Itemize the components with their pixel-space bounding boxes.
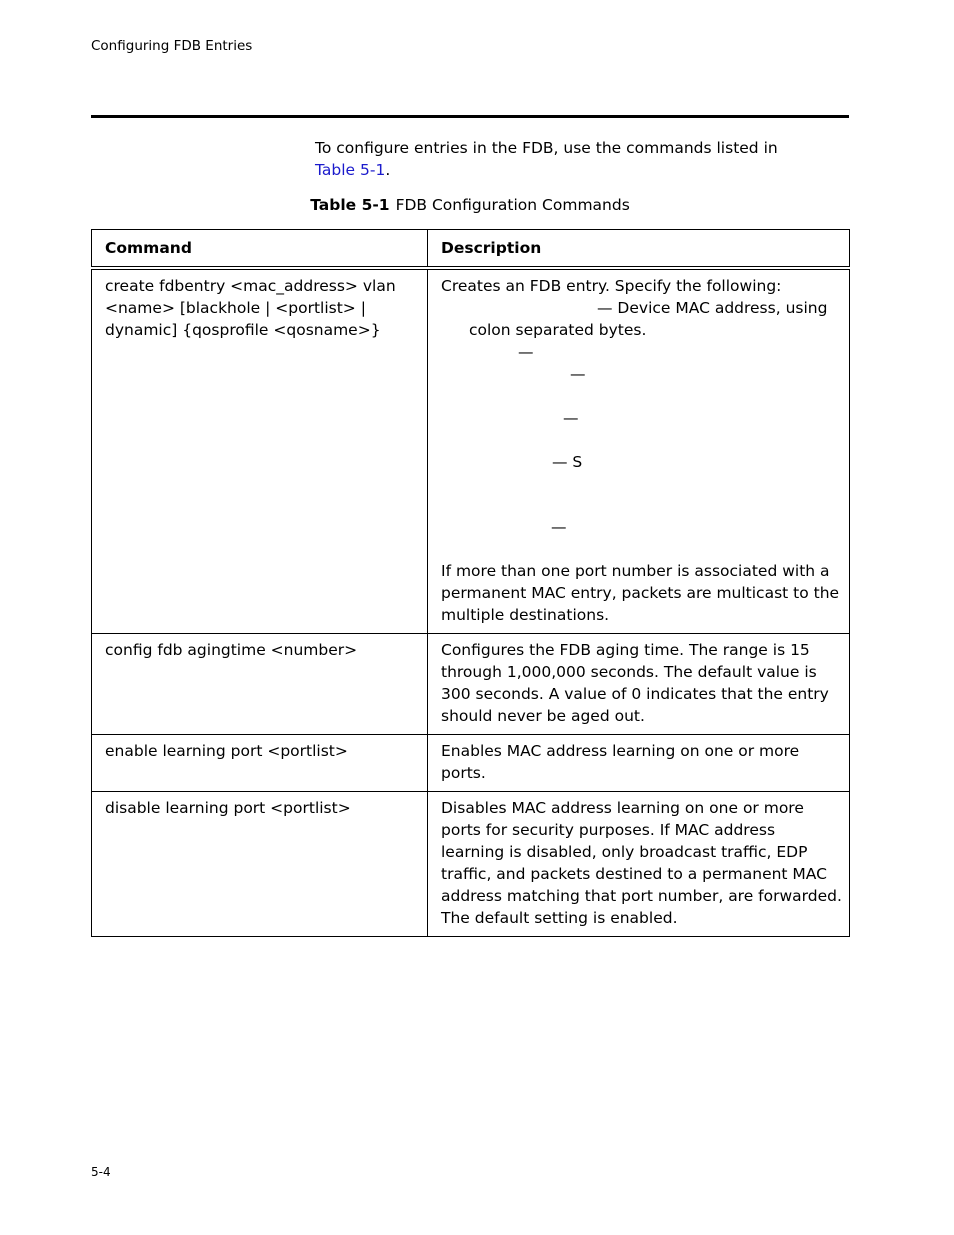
param-dash-5: — (551, 517, 567, 536)
param-dash-1: — (518, 342, 534, 361)
description-cell (428, 268, 850, 634)
header-rule (91, 115, 849, 118)
intro-paragraph (315, 137, 835, 181)
description-cell: Enables MAC address learning on one or more ports. (428, 734, 850, 791)
param-mac-dash: — Device MAC address, using (597, 298, 828, 317)
table-link[interactable]: Table 5-1 (315, 161, 386, 179)
table-caption (91, 196, 849, 214)
command-cell: enable learning port <portlist> (92, 734, 428, 791)
caption-label: Table 5-1 (310, 196, 390, 214)
intro-text: To configure entries in the FDB, use the commands listed in (315, 139, 778, 157)
description-note: If more than one port number is associated with a permanent MAC entry, packets are multicast to the multiple destinations. (441, 561, 840, 624)
fdb-commands-table (91, 229, 850, 937)
param-dash-4: — S (552, 452, 583, 471)
table-row (92, 734, 850, 791)
command-cell: config fdb agingtime <number> (92, 633, 428, 734)
description-cell: Configures the FDB aging time. The range is 15 through 1,000,000 seconds. The default value is 300 seconds. A value of 0 indicates that the entry should never be aged out. (428, 633, 850, 734)
running-header: Configuring FDB Entries (91, 38, 253, 54)
command-cell: create fdbentry <mac_address> vlan <name> [blackhole | <portlist> | dynamic] {qosprofile <qosname>} (92, 268, 428, 634)
page-number: 5-4 (91, 1165, 111, 1179)
table-row (92, 268, 850, 634)
parameter-list (441, 297, 843, 536)
intro-trailing: . (385, 161, 391, 179)
param-mac-continued: colon separated bytes. (469, 320, 647, 339)
table-row (92, 633, 850, 734)
caption-title: FDB Configuration Commands (395, 196, 630, 214)
description-cell: Disables MAC address learning on one or more ports for security purposes. If MAC address learning is disabled, only broadcast traffic, EDP traffic, and packets destined to a permanent MAC address matching that port number, are forwarded. The default setting is enabled. (428, 791, 850, 936)
param-dash-2: — (570, 364, 586, 383)
param-dash-3: — (563, 408, 579, 427)
column-header-command: Command (92, 230, 428, 268)
command-cell: disable learning port <portlist> (92, 791, 428, 936)
table-header-row (92, 230, 850, 268)
column-header-description: Description (428, 230, 850, 268)
table-row (92, 791, 850, 936)
description-lead: Creates an FDB entry. Specify the following: (441, 276, 782, 295)
